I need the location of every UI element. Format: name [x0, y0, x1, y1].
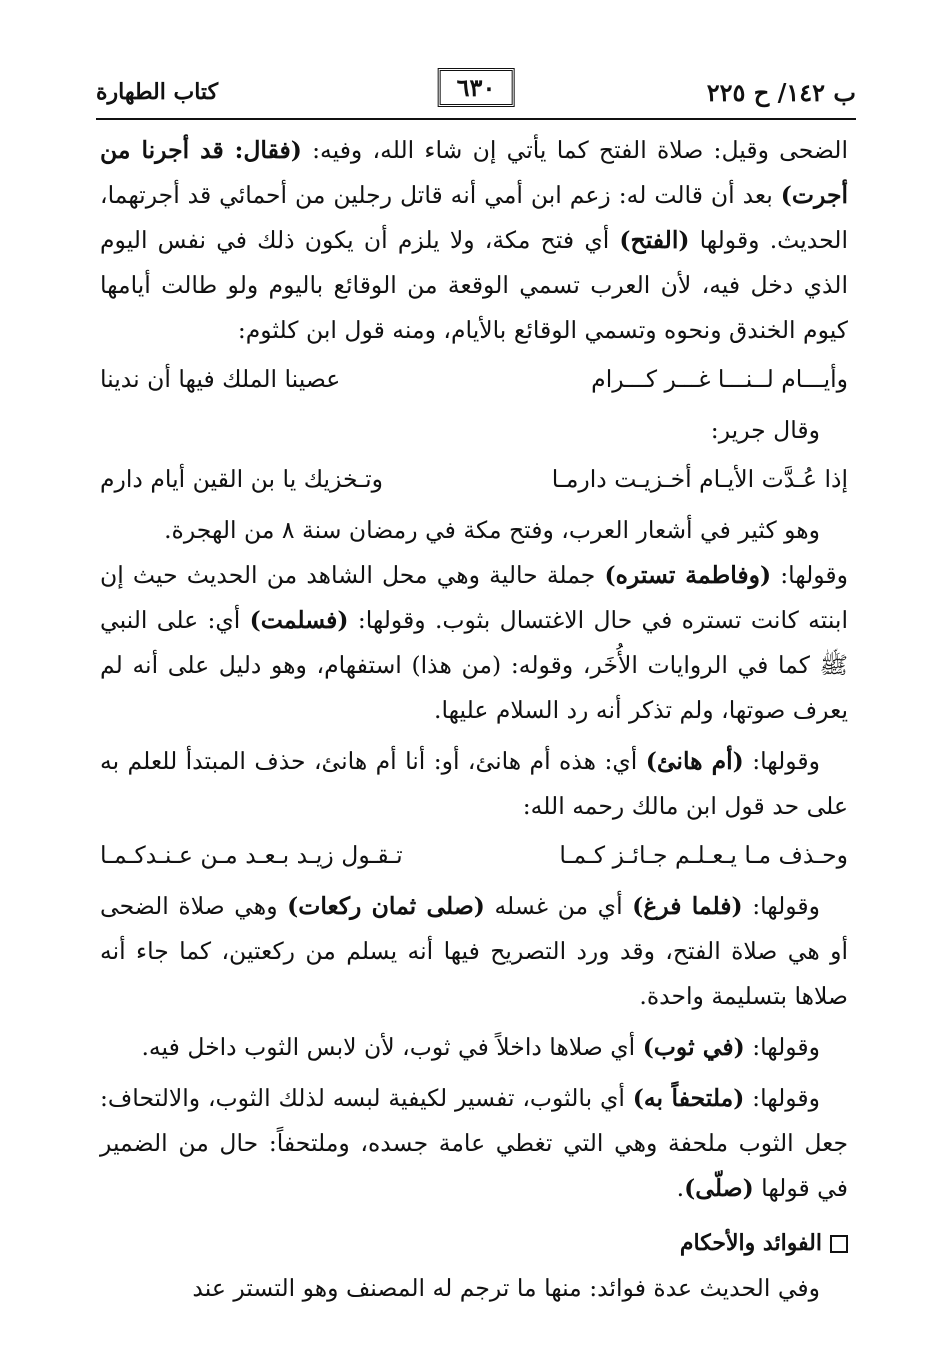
page-body: [100, 128, 848, 1311]
text-run: أي: على النبي ﷺ كما في الروايات الأُخَر، وقوله: (من هذا) استفهام، وهو دليل على أنه لم يعرف صوتها، ولم تذكر أنه رد السلام عليها.: [100, 606, 848, 724]
text-run: وقولها:: [771, 561, 848, 589]
paragraph-8: وفي الحديث عدة فوائد: منها ما ترجم له المصنف وهو التستر عند: [192, 1274, 820, 1302]
quote-run: (فلما فرغ): [632, 892, 743, 920]
quote-run: (صلّى): [684, 1174, 754, 1202]
header-rule: [96, 118, 856, 120]
verse-3: [100, 829, 848, 884]
paragraph-2: وهو كثير في أشعار العرب، وفتح مكة في رمضان سنة ٨ من الهجرة.: [164, 516, 820, 544]
text-run: الضحى وقيل: صلاة الفتح كما يأتي إن شاء الله، وفيه:: [301, 136, 848, 164]
text-run: .: [676, 1174, 685, 1202]
text-run: بعد أن قالت له: زعم ابن أمي أنه قاتل رجلين من أحمائي قد أجرتهما، الحديث. وقولها: [100, 181, 848, 254]
verse-1-first-half: وأيـــام لــنـــا غـــر كـــرام: [591, 365, 848, 393]
verse-1-second-half: عصينا الملك فيها أن ندينا: [100, 365, 341, 393]
text-run: أي فتح مكة، ولا يلزم أن يكون ذلك في نفس اليوم الذي دخل فيه، لأن العرب تسمي الوقعة من الوقائع باليوم ولو طالت أيامها كيوم الخندق ونحوه وتسمي الوقائع بالأيام، ومنه قول ابن كلثوم:: [100, 226, 848, 344]
quote-run: (فسلمت): [249, 606, 349, 634]
jarir-intro: وقال جرير:: [710, 416, 820, 444]
paragraph-1: [100, 128, 848, 353]
quote-run: (ملتحفاً به): [632, 1084, 745, 1112]
verse-3-second-half: تـقـول زيـد بـعـد مـن عـنـدكـمـا: [100, 841, 403, 869]
quote-run: (صلى ثمان ركعات): [287, 892, 485, 920]
paragraph-5: [100, 884, 848, 1019]
section-heading: [100, 1221, 848, 1266]
quote-run: (الفتح): [619, 226, 690, 254]
quote-run: (في ثوب): [642, 1033, 745, 1061]
text-run: أي بالثوب، تفسير لكيفية لبسه لذلك الثوب، والالتحاف: جعل الثوب ملحفة وهي التي تغطي عامة جسده، وملتحفاً: حال من الضمير في قولها: [100, 1084, 848, 1202]
quote-run: (أم هانئ): [645, 747, 744, 775]
header-reference: ب ١٤٢/ ح ٢٢٥: [706, 77, 856, 107]
paragraph-6: [100, 1025, 848, 1070]
text-run: وقولها:: [744, 1084, 820, 1112]
text-run: أي: هذه أم هانئ، أو: أنا أم هانئ، حذف المبتدأ للعلم به على حد قول ابن مالك رحمه الله:: [100, 747, 848, 820]
verse-2: [100, 453, 848, 508]
header-book-title: كتاب الطهارة: [96, 79, 219, 105]
text-run: جملة حالية وهي محل الشاهد من الحديث حيث إن ابنته كانت تستره في حال الاغتسال بثوب. وقولها:: [100, 561, 848, 634]
square-bullet-icon: [830, 1235, 848, 1253]
verse-3-first-half: وحـذف مـا يـعـلـم جـائـز كـمـا: [559, 841, 848, 869]
text-run: أي من غسله: [484, 892, 633, 920]
verse-2-second-half: وتـخزيك يا بن القين أيام دارم: [100, 465, 383, 493]
text-run: وقولها:: [744, 1033, 820, 1061]
text-run: أي صلاها داخلاً في ثوب، لأن لابس الثوب داخل فيه.: [141, 1033, 643, 1061]
paragraph-7: [100, 1076, 848, 1211]
quote-run: (وفاطمة تستره): [604, 561, 772, 589]
text-run: وهي صلاة الضحى أو هي صلاة الفتح، وقد ورد التصريح فيها أنه يسلم من ركعتين، كما جاء أنه صلاها بتسليمة واحدة.: [100, 892, 848, 1010]
paragraph-3: [100, 553, 848, 733]
text-run: وقولها:: [743, 747, 820, 775]
section-title: الفوائد والأحكام: [679, 1230, 822, 1256]
verse-2-first-half: إذا عُـدَّت الأيـام أخـزيـت دارمـا: [551, 465, 848, 493]
quote-run: (فقال: قد أجرنا من أجرت): [100, 136, 848, 209]
page-header: [96, 68, 856, 116]
page-number: ٦٣٠: [438, 68, 515, 107]
paragraph-4: [100, 739, 848, 829]
text-run: وقولها:: [742, 892, 821, 920]
verse-1: [100, 353, 848, 408]
